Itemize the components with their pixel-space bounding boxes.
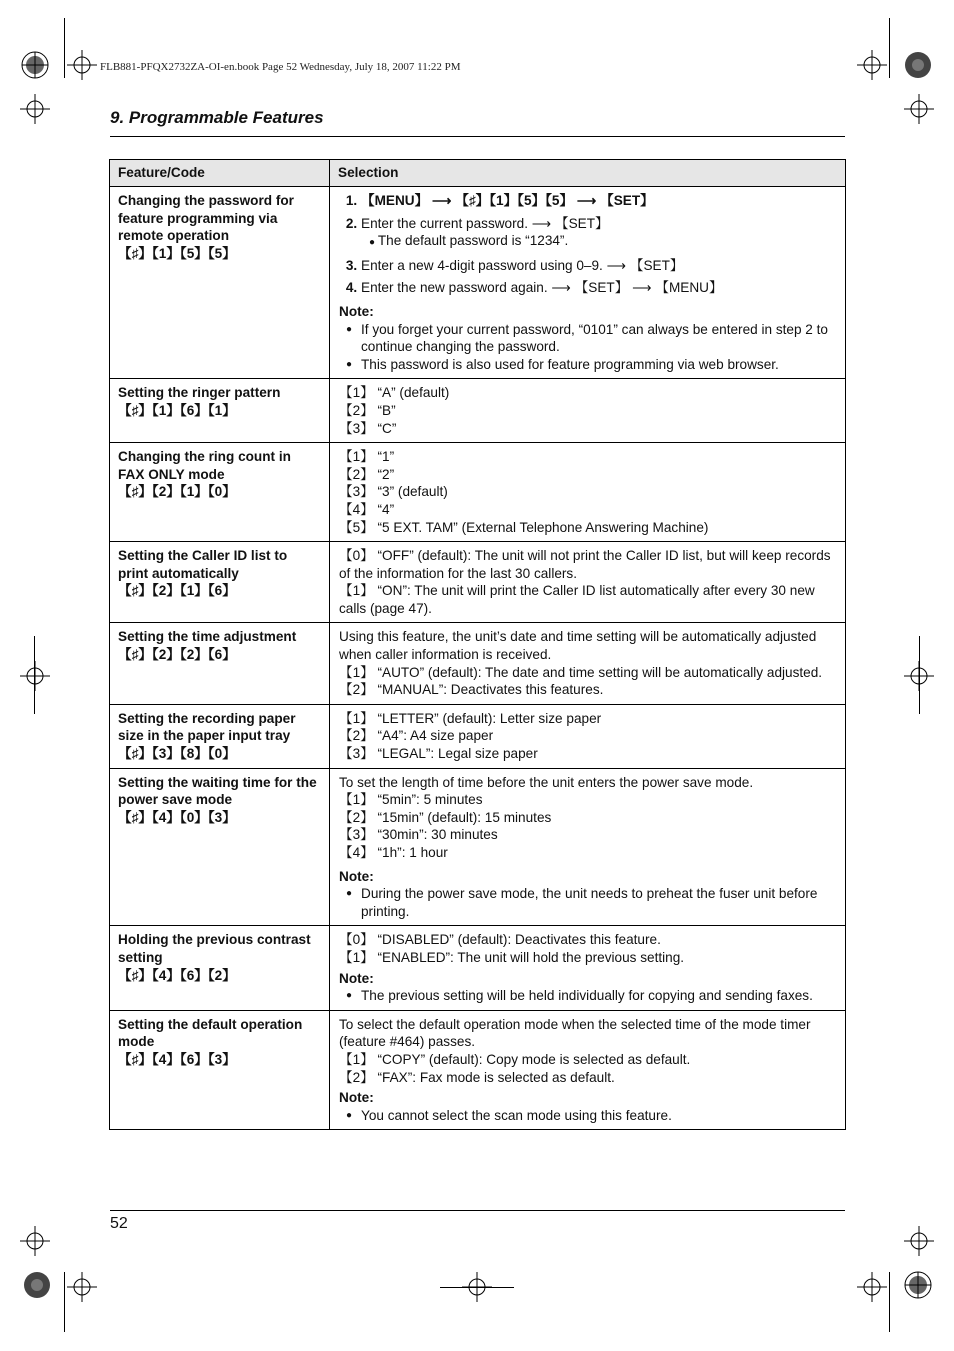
option-line: 【2】 “MANUAL”: Deactivates this features. [339, 682, 604, 698]
registration-target-icon [903, 1270, 933, 1300]
crosshair-icon [67, 1272, 97, 1302]
option-line: 【3】 “LEGAL”: Legal size paper [339, 746, 538, 762]
table-row [110, 379, 846, 443]
crosshair-icon [857, 50, 887, 80]
feature-name: Setting the Caller ID list to print automatically [118, 548, 288, 581]
option-line: 【3】 “30min”: 30 minutes [339, 827, 498, 843]
selection-cell [330, 187, 846, 379]
feature-name: Setting the default operation mode [118, 1016, 303, 1050]
registration-target-icon [20, 50, 50, 80]
column-header-feature: Feature/Code [110, 160, 330, 187]
table-header-row [110, 160, 846, 187]
option-line: 【0】 “DISABLED” (default): Deactivates this feature. [339, 932, 661, 948]
feature-cell [110, 187, 330, 379]
feature-name: Setting the waiting time for the power save mode [118, 774, 317, 808]
selection-cell [330, 768, 846, 926]
feature-cell [110, 926, 330, 1010]
option-line: 【2】 “2” [339, 466, 395, 482]
step-item: 1. 【MENU】 ⟶ 【♯】【1】【5】【5】 ⟶ 【SET】 [361, 192, 837, 210]
feature-cell [110, 542, 330, 623]
table-row [110, 542, 846, 623]
note-item: ● During the power save mode, the unit needs to preheat the fuser unit before printing. [339, 885, 837, 920]
feature-code: 【♯】【4】【0】【3】 [118, 809, 236, 825]
selection-cell [330, 704, 846, 768]
feature-name: Holding the previous contrast setting [118, 932, 311, 965]
note-item: ● You cannot select the scan mode using this feature. [339, 1107, 837, 1125]
header-rule [110, 136, 845, 137]
registration-target-icon [903, 50, 933, 80]
features-table [109, 159, 846, 1130]
selection-cell [330, 1010, 846, 1130]
table-row [110, 768, 846, 926]
option-line: 【2】 “A4”: A4 size paper [339, 728, 494, 744]
registration-target-icon [22, 1270, 52, 1300]
option-line: 【1】 “LETTER” (default): Letter size paper [339, 710, 602, 726]
table-row [110, 704, 846, 768]
feature-code: 【♯】【4】【6】【3】 [118, 1051, 236, 1067]
feature-code: 【♯】【3】【8】【0】 [118, 746, 236, 762]
option-line: 【1】 “A” (default) [339, 385, 450, 401]
option-line: Using this feature, the unit’s date and time setting will be automatically adjusted when caller information is received. [339, 629, 817, 663]
crosshair-icon [904, 94, 934, 124]
option-line: 【4】 “1h”: 1 hour [339, 845, 448, 860]
feature-code: 【♯】【2】【1】【6】 [118, 583, 236, 599]
crosshair-icon [904, 1226, 934, 1256]
option-line: 【4】 “4” [339, 501, 395, 517]
feature-cell [110, 768, 330, 926]
option-line: 【1】 “COPY” (default): Copy mode is selected as default. [339, 1051, 691, 1067]
step-sub-bullet: ● The default password is “1234”. [361, 232, 837, 252]
step-item: 3. Enter a new 4-digit password using 0–9. ⟶ 【SET】 [361, 257, 837, 275]
feature-cell [110, 1010, 330, 1130]
selection-cell [330, 926, 846, 1010]
feature-code: 【♯】【2】【2】【6】 [118, 647, 236, 663]
steps-list [339, 192, 837, 297]
print-header: FLB881-PFQX2732ZA-OI-en.book Page 52 Wednesday, July 18, 2007 11:22 PM [100, 61, 461, 73]
crosshair-icon [20, 94, 50, 124]
note-title: Note: [339, 1090, 374, 1106]
note-item: ● The previous setting will be held individually for copying and sending faxes. [339, 987, 837, 1005]
page-number: 52 [110, 1215, 128, 1232]
selection-cell [330, 443, 846, 542]
option-line: To set the length of time before the unit enters the power save mode. [339, 774, 754, 790]
step-item: 4. Enter the new password again. ⟶ 【SET】 ⟶ 【MENU】 [361, 279, 837, 297]
feature-cell [110, 704, 330, 768]
option-line: 【1】 “5min”: 5 minutes [339, 792, 483, 808]
table-row [110, 443, 846, 542]
option-line: 【0】 “OFF” (default): The unit will not print the Caller ID list, but will keep records of the information for the last 30 callers. [339, 548, 831, 581]
note-title: Note: [339, 970, 374, 986]
option-line: 【2】 “FAX”: Fax mode is selected as default. [339, 1069, 615, 1085]
selection-cell [330, 379, 846, 443]
table-row [110, 1010, 846, 1130]
feature-cell [110, 379, 330, 443]
step-item: 2. Enter the current password. ⟶ 【SET】 ● The default password is “1234”. [361, 215, 837, 252]
crosshair-icon [20, 1226, 50, 1256]
feature-name: Setting the recording paper size in the paper input tray [118, 710, 296, 744]
column-header-selection: Selection [330, 160, 846, 187]
table-row [110, 187, 846, 379]
crosshair-icon [67, 50, 97, 80]
crosshair-icon [857, 1272, 887, 1302]
note-title: Note: [339, 303, 374, 319]
feature-code: 【♯】【1】【6】【1】 [118, 402, 236, 418]
option-line: 【3】 “3” (default) [339, 484, 448, 500]
note-item: ● This password is also used for feature programming via web browser. [339, 356, 837, 374]
crosshair-icon [20, 661, 50, 691]
feature-code: 【♯】【4】【6】【2】 [118, 967, 236, 983]
feature-name: Changing the ring count in FAX ONLY mode [118, 449, 291, 482]
option-line: 【1】 “ON”: The unit will print the Caller ID list automatically after every 30 new calls (page 47). [339, 583, 815, 616]
feature-code: 【♯】【2】【1】【0】 [118, 484, 236, 500]
table-row [110, 623, 846, 704]
option-line: 【5】 “5 EXT. TAM” (External Telephone Answering Machine) [339, 519, 709, 535]
option-line: 【1】 “AUTO” (default): The date and time setting will be automatically adjusted. [339, 664, 823, 680]
feature-code: 【♯】【1】【5】【5】 [118, 245, 236, 261]
option-line: 【2】 “15min” (default): 15 minutes [339, 809, 552, 825]
section-title: 9. Programmable Features [110, 108, 324, 127]
feature-cell [110, 623, 330, 704]
selection-cell [330, 623, 846, 704]
option-line: 【2】 “B” [339, 402, 396, 418]
option-line: To select the default operation mode when the selected time of the mode timer (feature #464) passes. [339, 1016, 811, 1050]
note-item: ● If you forget your current password, “0101” can always be entered in step 2 to continue changing the password. [339, 321, 837, 356]
footer-rule [110, 1210, 845, 1211]
table-row [110, 926, 846, 1010]
option-line: 【3】 “C” [339, 420, 397, 436]
option-line: 【1】 “1” [339, 449, 395, 465]
feature-name: Setting the time adjustment [118, 629, 297, 645]
feature-cell [110, 443, 330, 542]
feature-name: Changing the password for feature programming via remote operation [118, 193, 294, 244]
feature-name: Setting the ringer pattern [118, 385, 281, 401]
selection-cell [330, 542, 846, 623]
option-line: 【1】 “ENABLED”: The unit will hold the previous setting. [339, 949, 685, 965]
note-title: Note: [339, 868, 374, 884]
